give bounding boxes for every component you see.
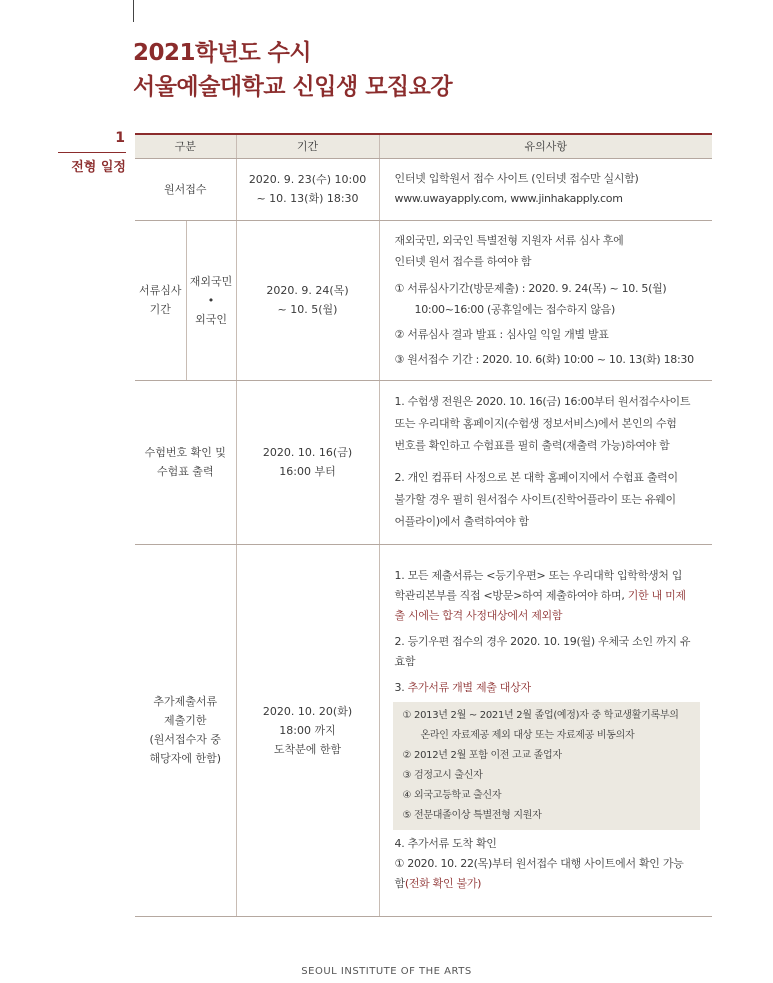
row-exam-notes: 1. 수험생 전원은 2020. 10. 16(금) 16:00부터 원서접수사이트 또는 우리대학 홈페이지(수험생 정보서비스)에서 본인의 수험 번호를 확인하고 수험표를 필히 출력(재출력 가능)하여야 함 2. 개인 컴퓨터 사정으로 본 대학 홈페이지에서 수험표 출력이 불가할 경우 필히 원서접수 사이트(진학어플라이 또는 유웨이 어플라이)에서 출력하여야 함 [379, 380, 712, 544]
note-1: 1. 모든 제출서류는 <등기우편> 또는 우리대학 입학학생처 입 학관리본부를 직접 <방문>하여 제출하여야 하며, 기한 내 미제 출 시에는 합격 사정대상에서 제외함 [394, 569, 686, 622]
row-document-period: 2020. 9. 24(목) ~ 10. 5(월) [236, 220, 379, 380]
row-application-period: 2020. 9. 23(수) 10:00 ~ 10. 13(화) 18:30 [236, 158, 379, 220]
footer-text: SEOUL INSTITUTE OF THE ARTS [301, 966, 472, 977]
header-category: 구분 [135, 134, 236, 158]
table-row [135, 158, 712, 220]
list-item: ③ 검정고시 출신자 [402, 770, 483, 781]
note-3-heading: 3. 추가서류 개별 제출 대상자 [394, 681, 531, 694]
table-header-row [135, 134, 712, 158]
note-4-heading: 4. 추가서류 도착 확인 [394, 837, 497, 850]
application-site-links: www.uwayapply.com, www.jinhakapply.com [394, 192, 623, 205]
section-rule [58, 152, 126, 153]
section-number: 1 [115, 130, 125, 146]
row-application-category: 원서접수 [135, 158, 236, 220]
row-application-notes: 인터넷 입학원서 접수 사이트 (인터넷 접수만 실시함) www.uwayapply.com, www.jinhakapply.com [379, 158, 712, 220]
list-item: ② 2012년 2월 포함 이전 고교 졸업자 [402, 750, 562, 761]
list-item: ⑤ 전문대졸이상 특별전형 지원자 [402, 810, 542, 821]
target-list-box [393, 702, 701, 830]
section-label: 전형 일정 [71, 160, 126, 175]
row-exam-category: 수험번호 확인 및 수험표 출력 [135, 380, 236, 544]
header-notes: 유의사항 [379, 134, 712, 158]
page-title [133, 36, 452, 104]
table-row [135, 544, 712, 916]
table-row [135, 380, 712, 544]
title-line-2: 서울예술대학교 신입생 모집요강 [133, 74, 453, 100]
row-additional-period: 2020. 10. 20(화) 18:00 까지 도착분에 한함 [236, 544, 379, 916]
table-row [135, 220, 712, 380]
row-document-category: 서류심사 기간 [135, 220, 186, 380]
row-additional-notes: 1. 모든 제출서류는 <등기우편> 또는 우리대학 입학학생처 입 학관리본부를 직접 <방문>하여 제출하여야 하며, 기한 내 미제 출 시에는 합격 사정대상에서 제외함 2. 등기우편 접수의 경우 2020. 10. 19(월) 우체국 소인 까지 유 효함 3. 추가서류 개별 제출 대상자 ① 2013년 2월 ~ 2021년 2월 졸업(예정)자 중 학교생활기록부의 온라인 자료제공 제외 대상 또는 자료제공 비동의자 ② 2012년 2월 포함 이전 고교 졸업자 ③ 검정고시 출신자 ④ 외국고등학교 출신자 ⑤ 전문대졸이상 특별전형 지원자 4. 추가서류 도착 확인 ① 2020. 10. 22(목)부터 원서접수 대행 사이트에서 확인 가능 함(전화 확인 불가) [379, 544, 712, 916]
row-document-notes: 재외국민, 외국인 특별전형 지원자 서류 심사 후에 인터넷 원서 접수를 하여야 함 ① 서류심사기간(방문제출) : 2020. 9. 24(목) ~ 10. 5(월) 10:00~16:00 (공휴일에는 접수하지 않음) ② 서류심사 결과 발표 : 심사일 익일 개별 발표 ③ 원서접수 기간 : 2020. 10. 6(화) 10:00 ~ 10. 13(화) 18:30 [379, 220, 712, 380]
row-additional-category: 추가제출서류 제출기한 (원서접수자 중 해당자에 한함) [135, 544, 236, 916]
list-item: 온라인 자료제공 제외 대상 또는 자료제공 비동의자 [420, 730, 635, 741]
row-exam-period: 2020. 10. 16(금) 16:00 부터 [236, 380, 379, 544]
note-2: 2. 등기우편 접수의 경우 2020. 10. 19(월) 우체국 소인 까지 유 효함 [394, 635, 691, 668]
list-item: ④ 외국고등학교 출신자 [402, 790, 502, 801]
header-period: 기간 [236, 134, 379, 158]
schedule-table [135, 133, 712, 917]
list-item: ① 2013년 2월 ~ 2021년 2월 졸업(예정)자 중 학교생활기록부의 [402, 710, 679, 721]
top-divider [133, 0, 134, 22]
title-line-1: 2021학년도 수시 [133, 40, 312, 66]
row-document-subcategory: 재외국민 • 외국인 [186, 220, 236, 380]
